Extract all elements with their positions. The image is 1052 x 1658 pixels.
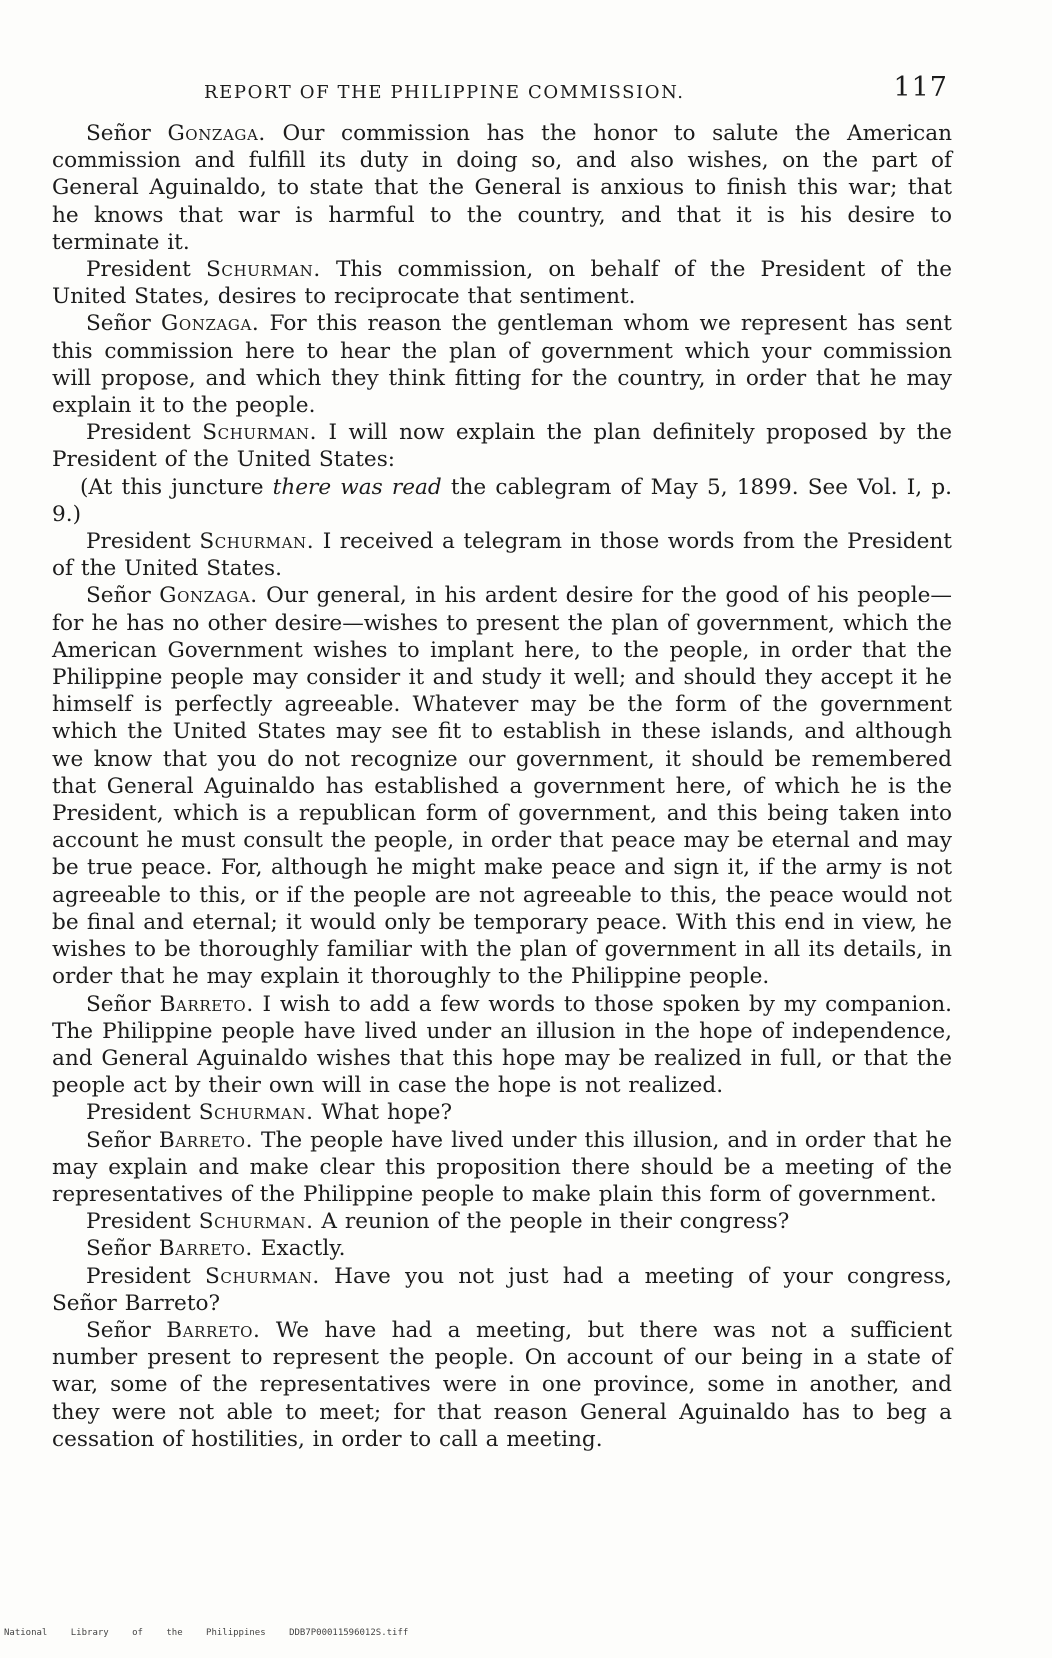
paragraph-text: The people have lived under this illusion, and in order that he may explain and make clear this proposition there should be a meeting of the representatives of the Philippine people to make plain this form of government.: [52, 1127, 952, 1207]
paragraph-text: Our general, in his ardent desire for the good of his people—for he has no other desire—wishes to present the plan of government, which the American Government wishes to implant here, to the people, in order that the Philippine people may consider it and study it well; and should they accept it he himself is perfectly agreeable. Whatever may be the form of the government which the United States may see fit to establish in these islands, and although we know that you do not recognize our government, it should be remembered that General Aguinaldo has established a government here, of which he is the President, which is a republican form of government, and this being taken into account he must consult the people, in order that peace may be eternal and may be true peace. For, although he might make peace and sign it, if the army is not agreeable to this, or if the people are not agreeable to this, the peace would not be final and eternal; it would only be temporary peace. With this end in view, he wishes to be thoroughly familiar with the plan of government in all its details, in order that he may explain it thoroughly to the Philippine people.: [52, 583, 952, 990]
speaker-name: Gonzaga.: [167, 121, 266, 146]
file-identifier: DDB7P00011596012S.tiff: [289, 1628, 409, 1638]
paragraph: [52, 528, 952, 582]
speaker-title: President: [86, 1209, 191, 1235]
paragraph-text: Our commission has the honor to salute the American commission and fulfill its duty in doing so, and also wishes, on the part of General Aguinaldo, to state that the General is anxious to finish this war; that he knows that war is harmful to the country, and that it is his desire to terminate it.: [52, 121, 952, 255]
page-number: 117: [893, 72, 948, 103]
speaker-name: Schurman.: [198, 1209, 314, 1235]
paragraph-text: We have had a meeting, but there was not a sufficient number present to represent the people. On account of our being in a state of war, some of the representatives were in one province, some in another, and they were not able to meet; for that reason General Aguinaldo has to beg a cessation of hostilities, in order to call a meeting.: [52, 1317, 952, 1452]
speaker-title: President: [86, 529, 191, 555]
speaker-name: Schurman.: [205, 257, 321, 283]
speaker-name: Barreto.: [158, 1127, 254, 1153]
paragraph-text: I will now explain the plan definitely proposed by the President of the United States:: [52, 420, 952, 473]
paragraph-text: I received a telegram in those words from the President of the United States.: [52, 529, 952, 582]
paragraph-text: A reunion of the people in their congress?: [313, 1209, 790, 1235]
speaker-name: Barreto.: [159, 991, 254, 1017]
paragraph: [52, 256, 952, 310]
speaker-title: Señor: [86, 1317, 151, 1343]
speaker-title: Señor: [86, 121, 151, 146]
scan-footer: [4, 1628, 408, 1638]
transcript-body: [52, 120, 952, 1453]
speaker-name: Schurman.: [198, 1100, 314, 1126]
paragraph: [52, 991, 952, 1100]
speaker-title: Señor: [86, 991, 151, 1017]
speaker-title: President: [86, 420, 191, 446]
speaker-name: Gonzaga.: [160, 311, 260, 337]
editorial-note: [52, 474, 952, 528]
document-page: [52, 72, 952, 1453]
paragraph-text: This commission, on behalf of the President of the United States, desires to reciprocate that sentiment.: [52, 257, 952, 310]
paragraph: [52, 1099, 952, 1126]
paragraph: [52, 310, 952, 419]
note-text: the cablegram of May 5, 1899. See Vol. I, p. 9.): [52, 474, 953, 527]
speaker-title: President: [86, 257, 191, 283]
speaker-title: Señor: [86, 1127, 151, 1153]
library-credit: National Library of the Philippines: [4, 1628, 266, 1638]
note-italic-text: there was read: [272, 474, 442, 500]
speaker-title: President: [86, 1100, 191, 1126]
paragraph: [52, 1208, 952, 1235]
paragraph: [52, 1235, 952, 1262]
paragraph: [52, 1127, 952, 1209]
paragraph: [52, 419, 952, 473]
paragraph-text: Exactly.: [252, 1236, 346, 1262]
paragraph-text: What hope?: [313, 1100, 453, 1126]
paragraph-text: Have you not just had a meeting of your congress, Señor Barreto?: [52, 1263, 952, 1316]
speaker-title: Señor: [86, 1236, 151, 1262]
speaker-name: Schurman.: [205, 1263, 320, 1289]
speaker-title: Señor: [86, 583, 151, 609]
paragraph-text: For this reason the gentleman whom we represent has sent this commission here to hear the plan of government which your commission will propose, and which they think fitting for the country, in order that he may explain it to the people.: [52, 311, 952, 419]
speaker-name: Gonzaga.: [159, 583, 258, 609]
speaker-title: Señor: [86, 311, 151, 337]
speaker-name: Schurman.: [202, 420, 318, 446]
paragraph-text: I wish to add a few words to those spoken by my companion. The Philippine people have lived under an illusion in the hope of independence, and General Aguinaldo wishes that this hope may be realized in full, or that the people act by their own will in case the hope is not realized.: [52, 991, 952, 1099]
paragraph: [52, 120, 952, 256]
paragraph: [52, 582, 952, 990]
note-text: (At this juncture: [80, 474, 273, 500]
paragraph: [52, 1263, 952, 1317]
speaker-name: Barreto.: [158, 1236, 253, 1262]
paragraph: [52, 1317, 952, 1453]
speaker-title: President: [86, 1263, 191, 1289]
speaker-name: Schurman.: [199, 529, 315, 555]
page-header: [52, 72, 952, 116]
speaker-name: Barreto.: [166, 1317, 261, 1343]
running-title: REPORT OF THE PHILIPPINE COMMISSION.: [204, 82, 685, 103]
